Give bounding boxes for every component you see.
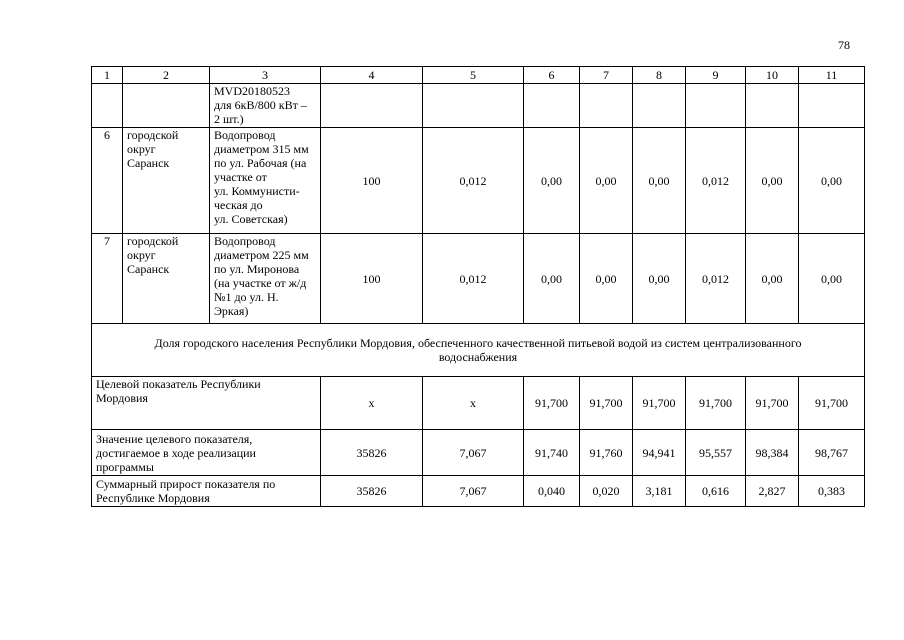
value-cell: 94,941 — [633, 430, 686, 476]
column-header: 9 — [686, 67, 746, 84]
value-cell: 91,760 — [580, 430, 633, 476]
column-header: 6 — [524, 67, 580, 84]
value-cell: 0,00 — [746, 234, 799, 324]
value-cell — [746, 84, 799, 128]
value-cell: 98,384 — [746, 430, 799, 476]
value-cell: 7,067 — [423, 476, 524, 507]
value-cell: 0,012 — [686, 234, 746, 324]
area-cell — [123, 84, 210, 128]
summary-label: Целевой показатель Республики Мордовия — [92, 377, 321, 430]
value-cell: 0,012 — [423, 128, 524, 234]
area-cell: городской округ Саранск — [123, 128, 210, 234]
value-cell: 0,00 — [746, 128, 799, 234]
row-number — [92, 84, 123, 128]
column-header: 4 — [321, 67, 423, 84]
column-header: 7 — [580, 67, 633, 84]
value-cell: 0,00 — [580, 234, 633, 324]
page-number: 78 — [838, 38, 850, 52]
section-title: Доля городского населения Республики Мордовия, обеспеченного качественной питьевой водой из систем централизованного водоснабжения — [92, 324, 865, 377]
row-number: 6 — [92, 128, 123, 234]
summary-row — [92, 476, 865, 507]
value-cell: 2,827 — [746, 476, 799, 507]
value-cell: 0,00 — [799, 128, 865, 234]
summary-row — [92, 377, 865, 430]
value-cell — [580, 84, 633, 128]
value-cell: 3,181 — [633, 476, 686, 507]
summary-label: Суммарный прирост показателя по Республике Мордовия — [92, 476, 321, 507]
value-cell: 0,00 — [799, 234, 865, 324]
value-cell — [321, 84, 423, 128]
object-cell: Водопровод диаметром 315 мм по ул. Рабочая (на участке от ул. Коммунисти- ческая до ул. Советская) — [210, 128, 321, 234]
value-cell: 0,00 — [524, 128, 580, 234]
column-header: 1 — [92, 67, 123, 84]
value-cell: х — [321, 377, 423, 430]
object-cell: Водопровод диаметром 225 мм по ул. Миронова (на участке от ж/д №1 до ул. Н. Эркая) — [210, 234, 321, 324]
column-header: 10 — [746, 67, 799, 84]
value-cell: 98,767 — [799, 430, 865, 476]
value-cell: 91,700 — [580, 377, 633, 430]
value-cell: 91,700 — [686, 377, 746, 430]
value-cell: 91,700 — [633, 377, 686, 430]
value-cell: 100 — [321, 128, 423, 234]
value-cell: 95,557 — [686, 430, 746, 476]
column-header: 11 — [799, 67, 865, 84]
value-cell — [686, 84, 746, 128]
value-cell: 91,700 — [799, 377, 865, 430]
value-cell: х — [423, 377, 524, 430]
value-cell: 0,012 — [423, 234, 524, 324]
value-cell: 91,700 — [524, 377, 580, 430]
value-cell — [633, 84, 686, 128]
column-header: 5 — [423, 67, 524, 84]
value-cell: 91,700 — [746, 377, 799, 430]
value-cell — [423, 84, 524, 128]
summary-label: Значение целевого показателя, достигаемое в ходе реализации программы — [92, 430, 321, 476]
value-cell: 7,067 — [423, 430, 524, 476]
value-cell: 0,00 — [633, 234, 686, 324]
data-table — [91, 66, 865, 507]
section-title-row — [92, 324, 865, 377]
value-cell: 35826 — [321, 476, 423, 507]
value-cell: 0,020 — [580, 476, 633, 507]
column-number-row — [92, 67, 865, 84]
value-cell: 0,00 — [580, 128, 633, 234]
value-cell: 100 — [321, 234, 423, 324]
value-cell — [799, 84, 865, 128]
row-number: 7 — [92, 234, 123, 324]
table-row — [92, 234, 865, 324]
value-cell: 0,00 — [524, 234, 580, 324]
column-header: 8 — [633, 67, 686, 84]
value-cell: 0,383 — [799, 476, 865, 507]
table-row — [92, 128, 865, 234]
value-cell: 0,012 — [686, 128, 746, 234]
value-cell: 35826 — [321, 430, 423, 476]
column-header: 3 — [210, 67, 321, 84]
value-cell — [524, 84, 580, 128]
value-cell: 0,040 — [524, 476, 580, 507]
value-cell: 91,740 — [524, 430, 580, 476]
value-cell: 0,00 — [633, 128, 686, 234]
object-cell: MVD20180523 для 6кВ/800 кВт – 2 шт.) — [210, 84, 321, 128]
column-header: 2 — [123, 67, 210, 84]
table-row — [92, 84, 865, 128]
summary-row — [92, 430, 865, 476]
area-cell: городской округ Саранск — [123, 234, 210, 324]
value-cell: 0,616 — [686, 476, 746, 507]
